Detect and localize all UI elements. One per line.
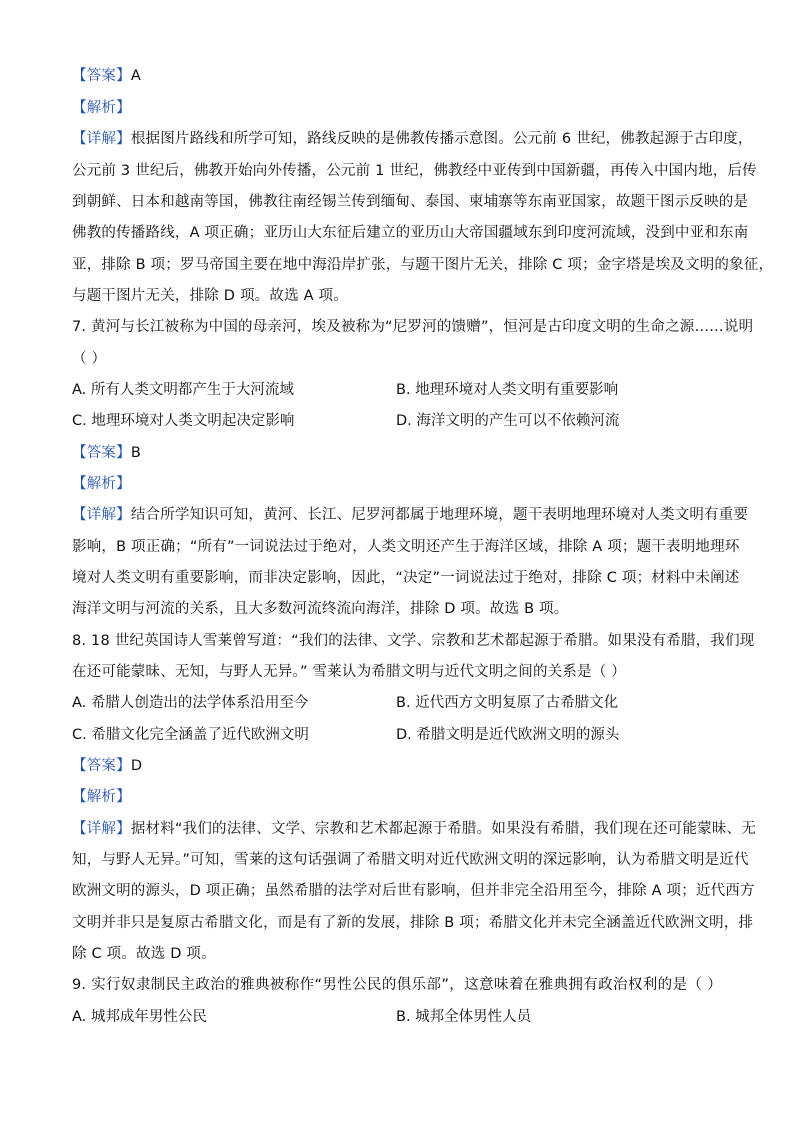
detail-line: 公元前 3 世纪后，佛教开始向外传播，公元前 1 世纪，佛教经中亚传到中国新疆，再传入中国内地，后传 (72, 163, 757, 179)
detail-text: 根据图片路线和所学可知，路线反映的是佛教传播示意图。公元前 6 世纪，佛教起源于古印度， (130, 131, 753, 147)
answer-line (72, 66, 141, 86)
answer-line (72, 443, 141, 463)
answer-line (72, 756, 142, 776)
answer-value: B (130, 445, 141, 461)
option-d: D. 希腊文明是近代欧洲文明的源头 (396, 727, 620, 743)
detail-tag: 【详解】 (72, 507, 131, 523)
answer-value: D (130, 758, 143, 774)
detail-line: 欧洲文明的源头，D 项正确；虽然希腊的法学对后世有影响，但并非完全沿用至今，排除 A 项；近代西方 (72, 883, 755, 899)
detail-text: 据材料“我们的法律、文学、宗教和艺术都起源于希腊。如果没有希腊，我们现在还可能蒙昧、无 (130, 821, 756, 837)
question-stem: 7. 黄河与长江被称为中国的母亲河，埃及被称为“尼罗河的馈赠”，恒河是古印度文明的生命之源……说明 (72, 319, 754, 335)
question-stem: 8. 18 世纪英国诗人雪莱曾写道：“我们的法律、文学、宗教和艺术都起源于希腊。如果没有希腊，我们现 (72, 633, 755, 649)
detail-line: 文明并非只是复原古希腊文化，而是有了新的发展，排除 B 项；希腊文化并未完全涵盖近代欧洲文明，排 (72, 915, 754, 931)
detail-tag: 【详解】 (72, 821, 131, 837)
question-stem: 在还可能蒙昧、无知，与野人无异。” 雪莱认为希腊文明与近代文明之间的关系是（ ） (72, 664, 626, 680)
detail-line (72, 505, 749, 525)
option-c: C. 地理环境对人类文明起决定影响 (72, 413, 295, 429)
option-b: B. 地理环境对人类文明有重要影响 (396, 382, 619, 398)
answer-tag: 【答案】 (72, 758, 131, 774)
detail-line (72, 129, 753, 149)
detail-line: 亚，排除 B 项；罗马帝国主要在地中海沿岸扩张，与题干图片无关，排除 C 项；金字塔是埃及文明的象征， (72, 257, 774, 273)
option-d: D. 海洋文明的产生可以不依赖河流 (396, 413, 620, 429)
detail-line: 境对人类文明有重要影响，而非决定影响，因此，“决定”一词说法过于绝对，排除 C 项；材料中未阐述 (72, 570, 740, 586)
answer-tag: 【答案】 (72, 445, 131, 461)
detail-line: 佛教的传播路线，A 项正确；亚历山大东征后建立的亚历山大帝国疆域东到印度河流域，没到中亚和东南 (72, 225, 749, 241)
analysis-tag: 【解析】 (72, 476, 131, 492)
analysis-tag: 【解析】 (72, 789, 131, 805)
detail-line: 除 C 项。故选 D 项。 (72, 946, 216, 962)
answer-value: A (130, 68, 141, 84)
detail-line: 与题干图片无关，排除 D 项。故选 A 项。 (72, 288, 348, 304)
option-b: B. 城邦全体男性人员 (396, 1009, 532, 1025)
option-b: B. 近代西方文明复原了古希腊文化 (396, 695, 619, 711)
detail-line: 影响，B 项正确；“所有”一词说法过于绝对，人类文明还产生于海洋区域，排除 A 项；题干表明地理环 (72, 539, 740, 555)
option-a: A. 希腊人创造出的法学体系沿用至今 (72, 695, 309, 711)
option-a: A. 城邦成年男性公民 (72, 1009, 207, 1025)
detail-line (72, 819, 756, 839)
detail-line: 到朝鲜、日本和越南等国，佛教往南经锡兰传到缅甸、泰国、柬埔寨等东南亚国家，故题干图示反映的是 (72, 194, 749, 210)
detail-text: 结合所学知识可知，黄河、长江、尼罗河都属于地理环境，题干表明地理环境对人类文明有重要 (130, 507, 749, 523)
option-a: A. 所有人类文明都产生于大河流域 (72, 382, 294, 398)
option-c: C. 希腊文化完全涵盖了近代欧洲文明 (72, 727, 309, 743)
detail-line: 海洋文明与河流的关系，且大多数河流终流向海洋，排除 D 项。故选 B 项。 (72, 601, 569, 617)
answer-tag: 【答案】 (72, 68, 131, 84)
question-stem: 9. 实行奴隶制民主政治的雅典被称作“男性公民的俱乐部”，这意味着在雅典拥有政治权利的是（ ） (72, 977, 722, 993)
answer-blank: （ ） (72, 351, 107, 367)
detail-line: 知，与野人无异。”可知，雪莱的这句话强调了希腊文明对近代欧洲文明的深远影响，认为希腊文明是近代 (72, 852, 749, 868)
analysis-tag: 【解析】 (72, 100, 131, 116)
detail-tag: 【详解】 (72, 131, 131, 147)
